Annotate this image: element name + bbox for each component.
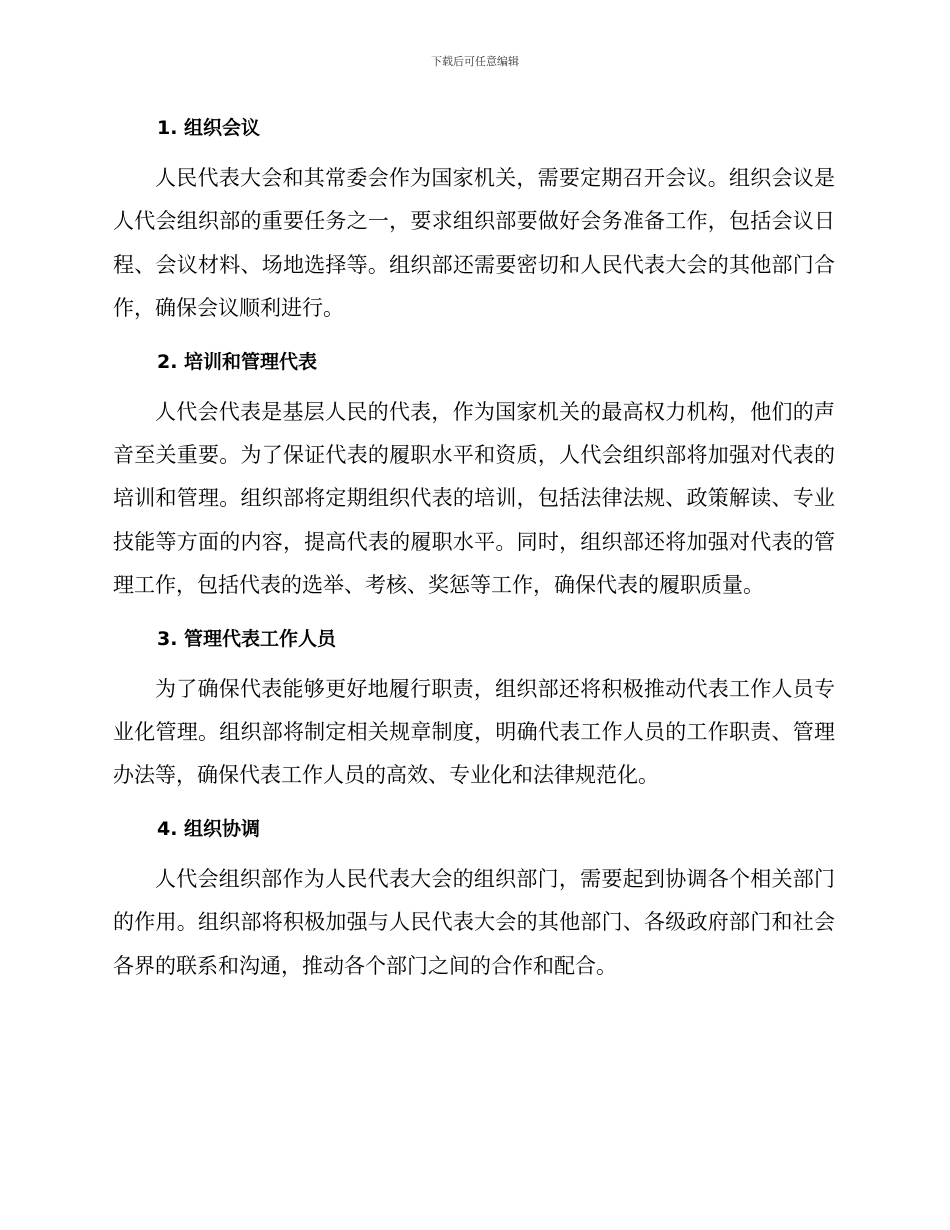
header-note: 下载后可任意编辑 xyxy=(431,55,519,68)
document-body xyxy=(113,113,835,1004)
section-heading: 4. 组织协调 xyxy=(157,817,261,840)
section-paragraph: 人代会组织部作为人民代表大会的组织部门，需要起到协调各个相关部门的作用。组织部将积极加强与人民代表大会的其他部门、各级政府部门和社会各界的联系和沟通，推动各个部门之间的合作和配合。 xyxy=(113,866,835,978)
section-heading: 3. 管理代表工作人员 xyxy=(157,627,337,650)
section-heading: 2. 培训和管理代表 xyxy=(157,350,318,373)
section-heading: 1. 组织会议 xyxy=(157,117,261,139)
section-organize-meetings xyxy=(113,113,835,331)
section-paragraph: 为了确保代表能够更好地履行职责，组织部还将积极推动代表工作人员专业化管理。组织部将制定相关规章制度，明确代表工作人员的工作职责、管理办法等，确保代表工作人员的高效、专业化和法律规范化。 xyxy=(113,676,835,788)
section-paragraph: 人代会代表是基层人民的代表，作为国家机关的最高权力机构，他们的声音至关重要。为了保证代表的履职水平和资质，人代会组织部将加强对代表的培训和管理。组织部将定期组织代表的培训，包括法律法规、政策解读、专业技能等方面的内容，提高代表的履职水平。同时，组织部还将加强对代表的管理工作，包括代表的选举、考核、奖惩等工作，确保代表的履职质量。 xyxy=(113,399,835,598)
section-paragraph: 人民代表大会和其常委会作为国家机关，需要定期召开会议。组织会议是人代会组织部的重要任务之一，要求组织部要做好会务准备工作，包括会议日程、会议材料、场地选择等。组织部还需要密切和人民代表大会的其他部门合作，确保会议顺利进行。 xyxy=(113,166,835,321)
section-coordination xyxy=(113,814,835,988)
section-train-manage-representatives xyxy=(113,347,835,608)
section-manage-staff xyxy=(113,624,835,798)
